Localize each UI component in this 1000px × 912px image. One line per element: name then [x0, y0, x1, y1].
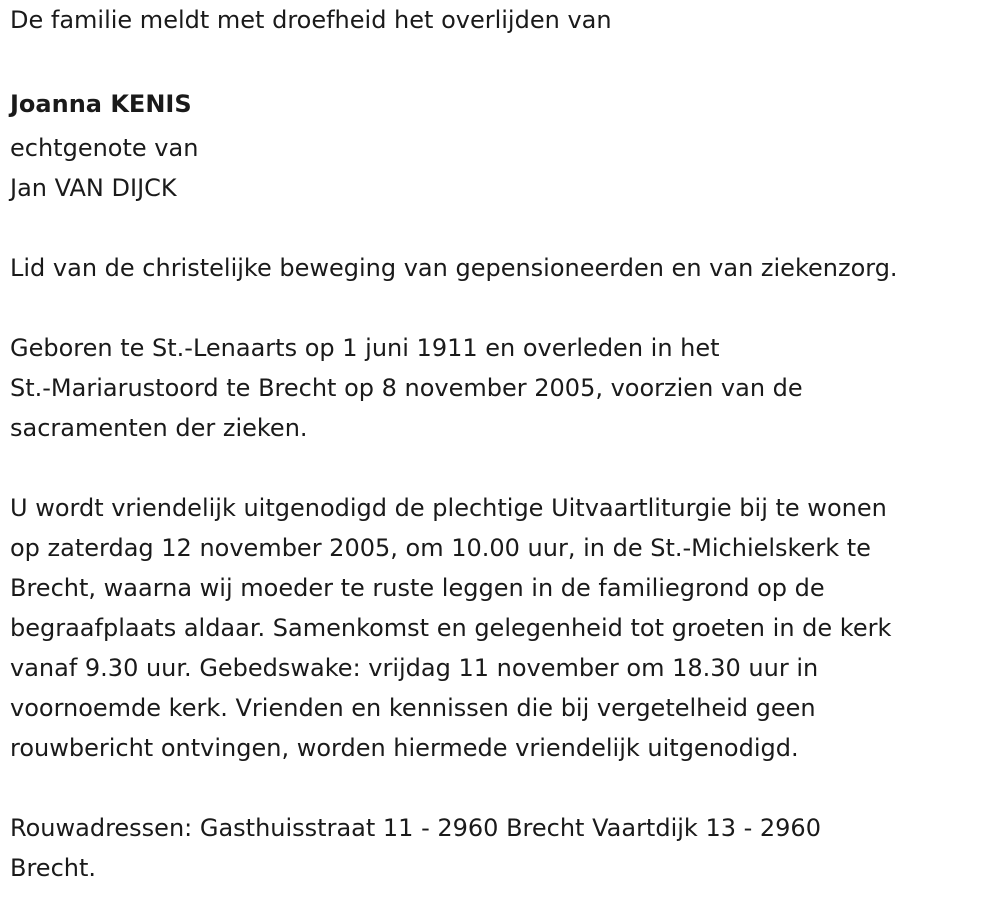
- address-line: Rouwadressen: Gasthuisstraat 11 - 2960 Brecht Vaartdijk 13 - 2960: [10, 814, 821, 842]
- birth-death-paragraph: [10, 328, 1000, 448]
- address-line: Brecht.: [10, 854, 97, 882]
- funeral-line: op zaterdag 12 november 2005, om 10.00 uur, in de St.-Michielskerk te: [10, 534, 871, 562]
- addresses-paragraph: [10, 808, 1000, 888]
- membership-text: Lid van de christelijke beweging van gepensioneerden en van ziekenzorg.: [10, 254, 898, 282]
- funeral-line: Brecht, waarna wij moeder te ruste leggen in de familiegrond op de: [10, 574, 825, 602]
- funeral-line: vanaf 9.30 uur. Gebedswake: vrijdag 11 november om 18.30 uur in: [10, 654, 819, 682]
- funeral-line: rouwbericht ontvingen, worden hiermede vriendelijk uitgenodigd.: [10, 734, 799, 762]
- intro-text: De familie meldt met droefheid het overlijden van: [10, 6, 612, 34]
- funeral-paragraph: [10, 488, 1000, 768]
- spouse-name: Jan VAN DIJCK: [10, 174, 177, 202]
- deceased-name: Joanna KENIS: [10, 90, 192, 118]
- funeral-line: U wordt vriendelijk uitgenodigd de plechtige Uitvaartliturgie bij te wonen: [10, 494, 887, 522]
- funeral-line: voornoemde kerk. Vrienden en kennissen die bij vergetelheid geen: [10, 694, 816, 722]
- spouse-relation: echtgenote van: [10, 134, 199, 162]
- birth-death-line: sacramenten der zieken.: [10, 414, 308, 442]
- funeral-line: begraafplaats aldaar. Samenkomst en gelegenheid tot groeten in de kerk: [10, 614, 892, 642]
- birth-death-line: Geboren te St.-Lenaarts op 1 juni 1911 en overleden in het: [10, 334, 720, 362]
- death-notice: [10, 0, 1000, 888]
- birth-death-line: St.-Mariarustoord te Brecht op 8 november 2005, voorzien van de: [10, 374, 803, 402]
